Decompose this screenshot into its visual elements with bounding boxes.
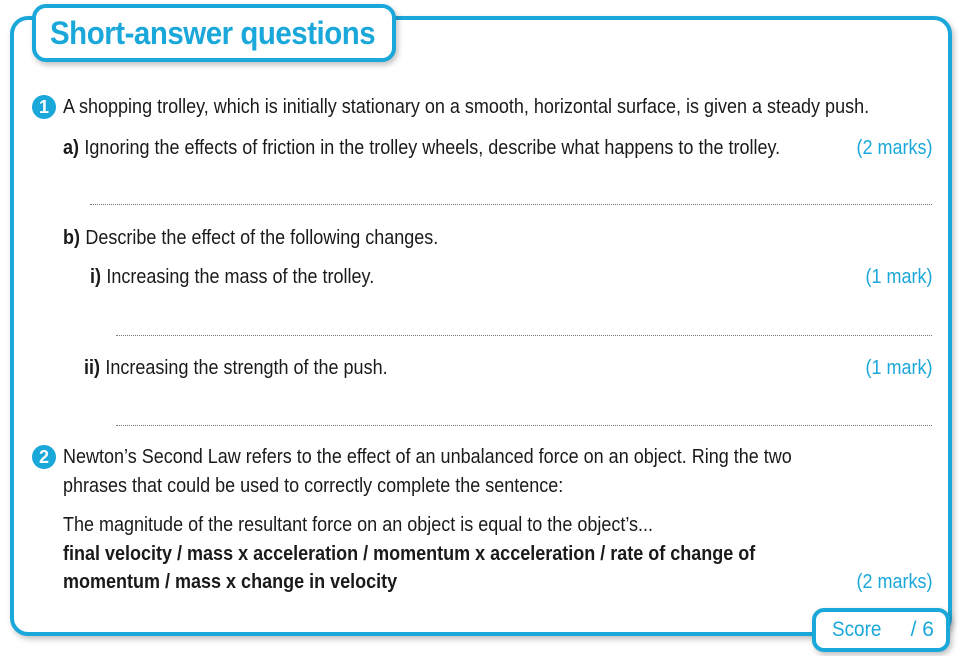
question-1-stem: A shopping trolley, which is initially stationary on a smooth, horizontal surface, is given a steady push.	[63, 96, 870, 118]
question-2-stem-line2: phrases that could be used to correctly complete the sentence:	[63, 475, 564, 497]
question-1a	[63, 136, 780, 160]
answer-line-1a[interactable]	[90, 204, 932, 205]
question-2-marks: (2 marks)	[855, 571, 932, 593]
question-2-options-line1[interactable]: final velocity / mass x acceleration / momentum x acceleration / rate of change of	[63, 543, 756, 565]
question-number-badge: 1	[32, 95, 56, 119]
question-1b-ii	[84, 356, 388, 380]
section-title: Short-answer questions	[50, 14, 376, 51]
question-2-sentence: The magnitude of the resultant force on an object is equal to the object’s...	[63, 514, 654, 536]
question-2-stem-line1: Newton’s Second Law refers to the effect of an unbalanced force on an object. Ring the two	[63, 446, 792, 468]
section-title-tab	[32, 4, 396, 62]
part-label: a)	[63, 137, 80, 159]
question-2-options-line2[interactable]: momentum / mass x change in velocity	[63, 571, 398, 593]
question-1b-i	[90, 265, 374, 289]
question-1b	[63, 226, 438, 250]
answer-line-1b-ii[interactable]	[116, 425, 932, 426]
score-box	[812, 608, 950, 652]
score-label: Score	[832, 618, 882, 641]
question-1b-i-text: Increasing the mass of the trolley.	[106, 266, 375, 288]
question-1a-marks: (2 marks)	[855, 137, 932, 159]
question-number-badge: 2	[32, 445, 56, 469]
question-1b-text: Describe the effect of the following changes.	[85, 227, 439, 249]
answer-line-1b-i[interactable]	[116, 335, 932, 336]
question-1b-ii-text: Increasing the strength of the push.	[105, 357, 388, 379]
subpart-label: ii)	[84, 357, 101, 379]
part-label: b)	[63, 227, 81, 249]
question-1b-ii-marks: (1 mark)	[864, 357, 932, 379]
subpart-label: i)	[90, 266, 101, 288]
question-1b-i-marks: (1 mark)	[864, 266, 932, 288]
question-1a-text: Ignoring the effects of friction in the trolley wheels, describe what happens to the trolley.	[84, 137, 781, 159]
score-total: / 6	[910, 618, 934, 641]
